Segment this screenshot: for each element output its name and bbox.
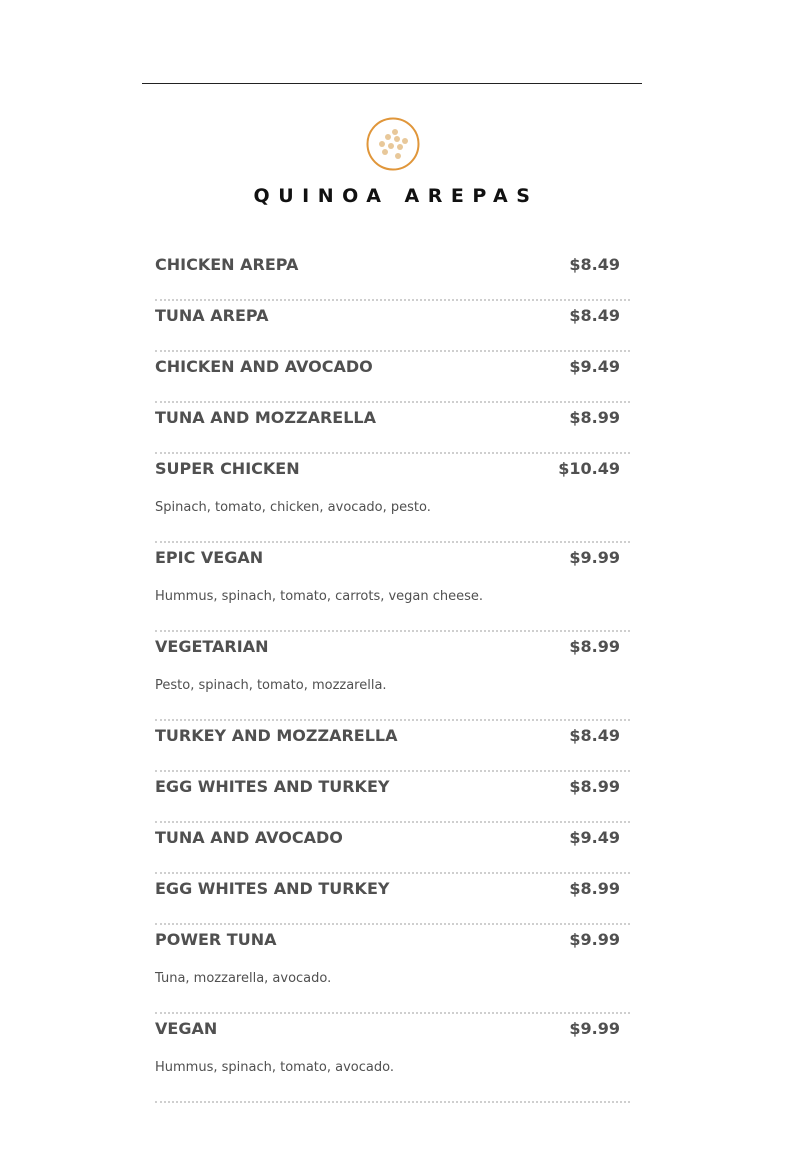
menu-item-name: EPIC VEGAN — [155, 548, 264, 567]
menu-item-price: $8.99 — [569, 408, 620, 427]
menu-item-name: CHICKEN AREPA — [155, 255, 299, 274]
menu-item — [155, 352, 630, 403]
menu-item-name: EGG WHITES AND TURKEY — [155, 777, 390, 796]
menu-item-price: $8.49 — [569, 255, 620, 274]
menu-item-price: $9.99 — [569, 930, 620, 949]
menu-item-name: SUPER CHICKEN — [155, 459, 300, 478]
menu-item-name: TUNA AND MOZZARELLA — [155, 408, 377, 427]
menu-item — [155, 454, 630, 543]
menu-item-name: VEGETARIAN — [155, 637, 269, 656]
menu-item-price: $8.49 — [569, 306, 620, 325]
menu-item-description: Spinach, tomato, chicken, avocado, pesto. — [155, 500, 431, 515]
menu-item — [155, 874, 630, 925]
menu-item-name: TUNA AREPA — [155, 306, 269, 325]
menu-item-price: $8.99 — [569, 879, 620, 898]
menu-item-price: $9.49 — [569, 828, 620, 847]
menu-item-description: Pesto, spinach, tomato, mozzarella. — [155, 678, 387, 693]
menu-item-name: TURKEY AND MOZZARELLA — [155, 726, 398, 745]
quinoa-grains-icon — [366, 117, 420, 171]
menu-item-price: $8.99 — [569, 637, 620, 656]
menu-item — [155, 543, 630, 632]
menu-item — [155, 632, 630, 721]
menu-item-price: $8.99 — [569, 777, 620, 796]
menu-item — [155, 925, 630, 1014]
page-title: QUINOA AREPAS — [253, 185, 539, 207]
menu-item-name: VEGAN — [155, 1019, 218, 1038]
menu-item-description: Hummus, spinach, tomato, avocado. — [155, 1060, 394, 1075]
menu-item-price: $9.49 — [569, 357, 620, 376]
menu-item-name: TUNA AND AVOCADO — [155, 828, 343, 847]
menu-item-description: Hummus, spinach, tomato, carrots, vegan cheese. — [155, 589, 484, 604]
menu-item-name: EGG WHITES AND TURKEY — [155, 879, 390, 898]
top-divider — [142, 83, 642, 84]
menu-item — [155, 301, 630, 352]
menu-item — [155, 772, 630, 823]
menu-item — [155, 823, 630, 874]
menu-item-price: $9.99 — [569, 1019, 620, 1038]
menu-list — [155, 250, 630, 1103]
menu-item-price: $9.99 — [569, 548, 620, 567]
menu-item-price: $10.49 — [558, 459, 620, 478]
menu-item-price: $8.49 — [569, 726, 620, 745]
menu-item-name: POWER TUNA — [155, 930, 277, 949]
menu-item-name: CHICKEN AND AVOCADO — [155, 357, 373, 376]
menu-item-description: Tuna, mozzarella, avocado. — [155, 971, 332, 986]
menu-item — [155, 1014, 630, 1103]
menu-item — [155, 721, 630, 772]
menu-item — [155, 403, 630, 454]
menu-item — [155, 250, 630, 301]
